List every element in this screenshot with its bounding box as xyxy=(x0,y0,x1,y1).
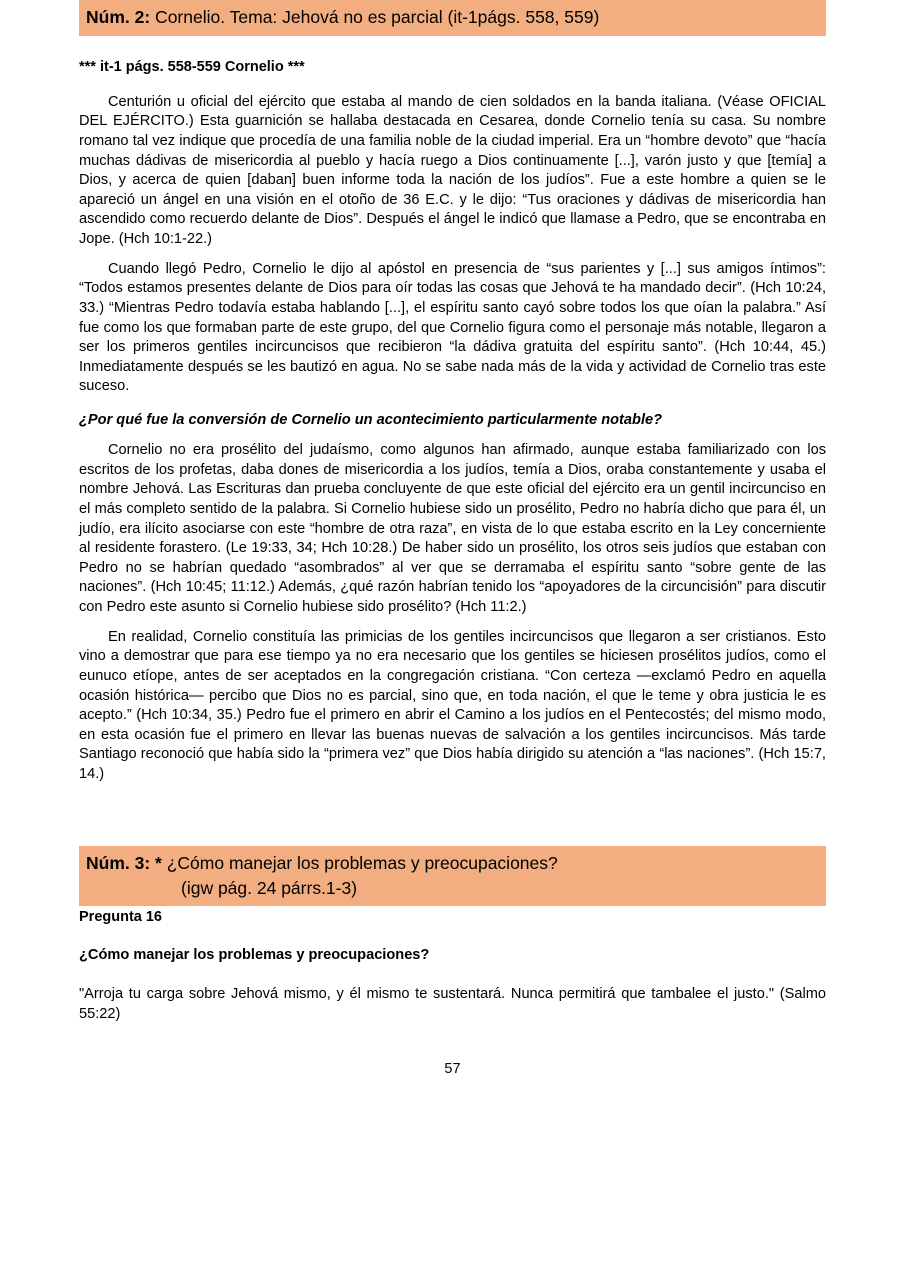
spacer xyxy=(79,36,826,58)
section-2-paragraph-2: Cuando llegó Pedro, Cornelio le dijo al apóstol en presencia de “sus parientes y [...] sus amigos íntimos”: “Todos estamos presentes delante de Dios para oír todas las cosas que Jehová te ha mandado decir”. (Hch 10:24, 33.) “Mientras Pedro todavía estaba hablando [...], el espíritu santo cayó sobre todos los que oían la palabra.” Así fue como los que formaban parte de este grupo, del que Cornelio figura como el personaje más notable, llegaron a ser los primeros gentiles incircuncisos que recibieron “la dádiva gratuita del espíritu santo”. (Hch 10:44, 45.) Inmediatamente después se les bautizó en agua. No se sabe nada más de la vida y actividad de Cornelio tras este suceso. xyxy=(79,260,826,395)
section-2-source-reference: *** it-1 págs. 558-559 Cornelio *** xyxy=(79,58,305,75)
page-number: 57 xyxy=(444,1061,461,1078)
spacer xyxy=(79,430,826,441)
section-2-title: Cornelio. Tema: Jehová no es parcial (it-1págs. 558, 559) xyxy=(150,7,600,27)
spacer xyxy=(79,965,826,985)
section-3-title: ¿Cómo manejar los problemas y preocupaciones? xyxy=(161,852,558,873)
spacer xyxy=(79,927,826,946)
page-content xyxy=(79,0,826,1077)
section-2-number-label: Núm. 2: xyxy=(86,7,151,27)
section-2-paragraph-1: Centurión u oficial del ejército que estaba al mando de cien soldados en la banda italiana. (Véase OFICIAL DEL EJÉRCITO.) Esta guarnición se hallaba destacada en Cesarea, donde Cornelio tenía su casa. Su nombre romano tal vez indique que procedía de una familia noble de la ciudad imperial. Era un “hombre devoto” que “hacía muchas dádivas de misericordia al pueblo y hacía ruego a Dios continuamente [...], varón justo y que [temía] a Dios, y acerca de quien [daban] buen informe toda la nación de los judíos”. Fue a este hombre a quien se le apareció un ángel en una visión en el otoño de 36 E.C. y le dijo: “Tus oraciones y dádivas de misericordia han ascendido como recuerdo delante de Dios”. Después el ángel le indicó que llamase a Pedro, que se encontraba en Jope. (Hch 10:1-22.) xyxy=(79,93,826,248)
spacer xyxy=(79,1024,826,1061)
section-2-paragraph-4: En realidad, Cornelio constituía las primicias de los gentiles incircuncisos que llegaron a ser cristianos. Esto vino a demostrar que para ese tiempo ya no era necesario que los gentiles se hiciesen prosélitos judíos, como el eunuco etíope, antes de ser aceptados en la congregación cristiana. “Con certeza —exclamó Pedro en aquella ocasión histórica— percibo que Dios no es parcial, sino que, en toda nación, el que le teme y obra justicia le es acepto.” (Hch 10:34, 35.) Pedro fue el primero en abrir el Camino a los judíos en el Pentecostés; del mismo modo, en esta ocasión fue el primero en llevar las buenas nuevas de salvación a los gentiles incircuncisos. Más tarde Santiago reconoció que había sido la “primera vez” que Dios había dirigido su atención a “las naciones”. (Hch 15:7, 14.) xyxy=(79,628,826,783)
spacer xyxy=(79,785,826,846)
section-2-subheading: ¿Por qué fue la conversión de Cornelio un acontecimiento particularmente notable? xyxy=(79,412,663,429)
question-heading: ¿Cómo manejar los problemas y preocupaciones? xyxy=(79,947,430,964)
spacer xyxy=(79,250,826,260)
section-3-reference-line: (igw pág. 24 párrs.1-3) xyxy=(181,877,358,898)
section-3-number-label: Núm. 3: * xyxy=(86,852,162,873)
spacer xyxy=(79,397,826,411)
section-header-num-3 xyxy=(79,846,826,907)
section-header-num-2 xyxy=(79,0,826,36)
spacer xyxy=(79,77,826,93)
section-3-header-line-1 xyxy=(86,851,819,876)
scripture-quotation: "Arroja tu carga sobre Jehová mismo, y él mismo te sustentará. Nunca permitirá que tambalee el justo." (Salmo 55:22) xyxy=(79,986,826,1022)
section-2-paragraph-3: Cornelio no era prosélito del judaísmo, como algunos han afirmado, aunque estaba familiarizado con los escritos de los profetas, daba dones de misericordia a los judíos, temía a Dios, oraba constantemente y usaba el nombre Jehová. Las Escrituras dan prueba concluyente de que este oficial del ejército era un gentil incircunciso en el más completo sentido de la palabra. Si Cornelio hubiese sido un prosélito, Pedro no habría dicho que para él, un judío, era ilícito asociarse con este “hombre de otra raza”, en vista de lo que estaba escrito en la Ley concerniente al residente forastero. (Le 19:33, 34; Hch 10:28.) De haber sido un prosélito, los otros seis judíos que estaban con Pedro no se habrían quedado “asombrados” al ver que se derramaba el espíritu santo “sobre gente de las naciones”. (Hch 10:45; 11:12.) Además, ¿qué razón habrían tenido los “apoyadores de la circuncisión” para discutir con Pedro este asunto si Cornelio hubiese sido prosélito? (Hch 11:2.) xyxy=(79,442,826,616)
question-label: Pregunta 16 xyxy=(79,909,162,926)
spacer xyxy=(79,618,826,628)
